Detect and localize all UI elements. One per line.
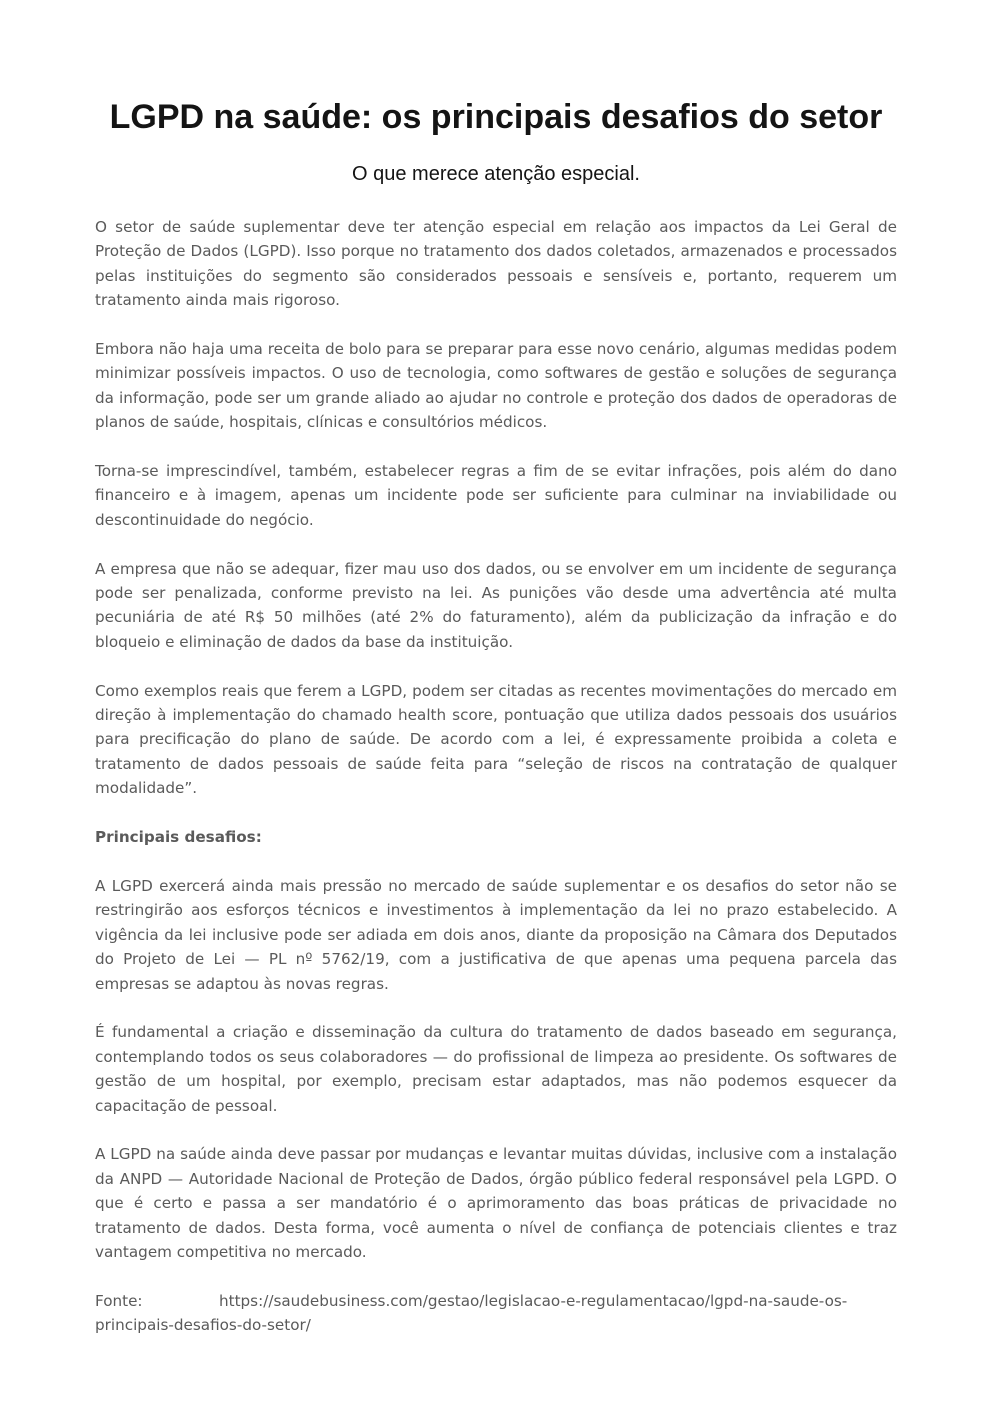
body-paragraph: O setor de saúde suplementar deve ter atenção especial em relação aos impactos da Lei Geral de Proteção de Dados (LGPD). Isso porque no tratamento dos dados coletados, armazenados e processados pelas instituições do segmento são considerados pessoais e sensíveis e, portanto, requerem um tratamento ainda mais rigoroso. [95,218,897,310]
source-citation [95,1289,897,1338]
section-paragraph: A LGPD exercerá ainda mais pressão no mercado de saúde suplementar e os desafios do setor não se restringirão aos esforços técnicos e investimentos à implementação da lei no prazo estabelecido. A vigência da lei inclusive pode ser adiada em dois anos, diante da proposição na Câmara dos Deputados do Projeto de Lei — PL nº 5762/19, com a justificativa de que apenas uma pequena parcela das empresas se adaptou às novas regras. [95,876,897,993]
document-subtitle: O que merece atenção especial. [352,163,640,185]
document-body [95,215,897,1362]
source-label: Fonte: [95,1291,143,1310]
source-url: https://saudebusiness.com/gestao/legislacao-e-regulamentacao/lgpd-na-saude-os-principais-desafios-do-setor/ [95,1291,848,1335]
section-heading: Principais desafios: [95,828,262,847]
body-paragraph: Torna-se imprescindível, também, estabelecer regras a fim de se evitar infrações, pois além do dano financeiro e à imagem, apenas um incidente pode ser suficiente para culminar na inviabilidade ou descontinuidade do negócio. [95,462,897,529]
body-paragraph: Como exemplos reais que ferem a LGPD, podem ser citadas as recentes movimentações do mercado em direção à implementação do chamado health score, pontuação que utiliza dados pessoais dos usuários para precificação do plano de saúde. De acordo com a lei, é expressamente proibida a coleta e tratamento de dados pessoais de saúde feita para “seleção de riscos na contratação de qualquer modalidade”. [95,681,897,798]
section-paragraph: A LGPD na saúde ainda deve passar por mudanças e levantar muitas dúvidas, inclusive com a instalação da ANPD — Autoridade Nacional de Proteção de Dados, órgão público federal responsável pela LGPD. O que é certo e passa a ser mandatório é o aprimoramento das boas práticas de privacidade no tratamento de dados. Desta forma, você aumenta o nível de confiança de potenciais clientes e traz vantagem competitiva no mercado. [95,1145,897,1261]
body-paragraph: Embora não haja uma receita de bolo para se preparar para esse novo cenário, algumas medidas podem minimizar possíveis impactos. O uso de tecnologia, como softwares de gestão e soluções de segurança da informação, pode ser um grande aliado ao ajudar no controle e proteção dos dados de operadoras de planos de saúde, hospitais, clínicas e consultórios médicos. [95,340,897,432]
document-title: LGPD na saúde: os principais desafios do setor [109,98,883,136]
section-paragraph: É fundamental a criação e disseminação da cultura do tratamento de dados baseado em segurança, contemplando todos os seus colaboradores — do profissional de limpeza ao presidente. Os softwares de gestão de um hospital, por exemplo, precisam estar adaptados, mas não podemos esquecer da capacitação de pessoal. [95,1023,897,1115]
body-paragraph: A empresa que não se adequar, fizer mau uso dos dados, ou se envolver em um incidente de segurança pode ser penalizada, conforme previsto na lei. As punições vão desde uma advertência até multa pecuniária de até R$ 50 milhões (até 2% do faturamento), além da publicização da infração e do bloqueio e eliminação de dados da base da instituição. [95,559,897,651]
